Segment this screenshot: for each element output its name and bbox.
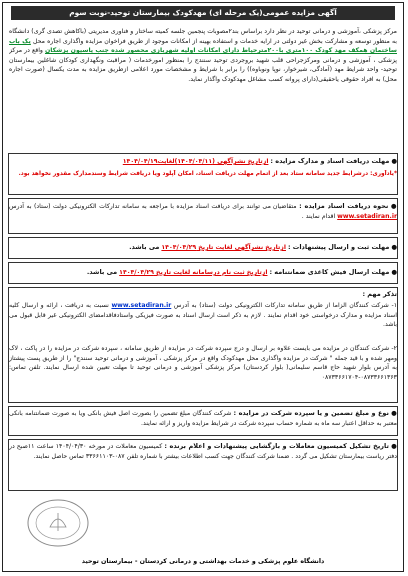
notice-document — [2, 2, 404, 572]
section6-text: کمیسیون معاملات در مورخه ۱۴۰۴/۰۴/۳۰ ساعت ۱۱صبح در دفتر ریاست بیمارستان تشکیل می گردد . ضمنا شرکت کنندگان جهت کسب اطلاعات بیشتر با شماره تلفن ۰۸۷-۳۳۶۶۱۱۰۳ تماس حاصل نمایند. — [9, 443, 397, 460]
section2-text-a: متقاضیان می توانند برای دریافت اسناد مزایده با مراجعه به سامانه تدارکات الکترونیکی دولت (ستاد) به آدرس — [9, 203, 297, 210]
bullet-icon: ● — [391, 409, 397, 417]
section1-date: ازتاریخ نشرآگهی (۱۴۰۴/۰۴/۱۱)لغایت۱۴۰۴/۰۴/۱۹ — [122, 158, 269, 165]
bullet-icon: ● — [391, 268, 397, 276]
bullet-icon: ● — [390, 202, 397, 210]
setad-link[interactable]: www.setadiran.ir — [337, 212, 397, 220]
section4-date: ازتاریخ ثبت نام درسامانه لغایت تاریخ ۱۴۰۴/۰۴/۲۹ — [119, 269, 268, 276]
section5-row — [9, 408, 397, 435]
intro-highlight: یک باب ساختمان همکف مهد کودک ۱۰۰متری با۲۰۰مترحیاط دارای امکانات اولیه شهربازی محصور شده جنب پاسیون پزشکان — [9, 37, 397, 55]
bullet-icon: ● — [391, 157, 397, 165]
note1-text-b: نسبت به دریافت ، ارائه و ارسال کلیه اسناد مزایده و مدارک درخواستی خود اقدام نمایند . لازم به ذکر است ارسال اسناد به صورت فیزیکی واستادفاقدامضای الکترونیکی غیر قابل قبول می باشد. — [9, 302, 397, 329]
section2-label: نحوه دریافت اسناد مزایده : — [299, 202, 389, 210]
section5-text: شرکت کنندگان مبلغ تضمین را بصورت اصل فیش بانکی ویا به صورت ضمانتنامه بانکی معتبر به حداقل اعتبار سه ماه به شماره حساب سپرده شرکت در شرایط مزایده واریز و ارائه نمایند. — [9, 410, 397, 427]
bullet-icon: ● — [391, 442, 397, 450]
bullet-icon: ● — [391, 243, 397, 251]
section5-label: نوع و مبلغ تضمین و یا سپرده شرکت در مزایده : — [233, 409, 389, 417]
note-1 — [9, 301, 397, 343]
university-seal-icon — [23, 497, 93, 549]
section6-label: تاریخ تشکیل کمیسیون معاملات و بازگشایی پیشنهادات و اعلام برنده : — [164, 442, 389, 450]
section6-row — [9, 441, 397, 489]
section2-row — [9, 201, 397, 231]
section3-suffix: می باشد. — [129, 243, 160, 251]
section1-label: مهلت دریافت اسناد و مدارک مزایده : — [270, 157, 390, 165]
section4-suffix: می باشد. — [86, 268, 118, 276]
intro-text-1: مرکز پزشکی ،آموزشی و درمانی توحید در نظر دارد براساس بند۲مصوبات پنجمین جلسه کمیته ساختار و فناوری مدیریتی (باکاهش تصدی گری) دانشگاه به منظور توسعه و مشارکت بخش غیر دولتی در ارایه خدمات و استفاده بهینه از امکانات موجود از طریق فراخوان مزایده واگذاری اجاره محل — [9, 28, 397, 45]
tazakor-label: تذکر مهم : — [362, 290, 397, 298]
note1-text-a: ۱- شرکت کنندگان الزاما از طریق سامانه تدارکات الکترونیکی دولت (ستاد) به آدرس — [173, 302, 397, 309]
intro-paragraph — [9, 27, 397, 147]
intro-text-2: واقع در مرکز پزشکی ، آموزشی و درمانی ومرکزجراحی قلب شهید بروجردی توحید سنندج را بمنظور امورخدمات ( مراقبت ونگهداری کودکان شاغلین بیمارستان توحید- واحد شرایط مهد (آمادگی، شیرخوار، نوپا ونوباوه)) را برابر با شرایط و مشخصات مورد اعلامی ازطریق مزایده به مدت یکسال (صورت اجاره محل) به افراد حقوقی یاحقیقی(دارای پروانه کسب مشاغل مهدکودک واگذار نماید. — [9, 47, 397, 84]
setad-link-2[interactable]: www.setadiran.ir — [111, 302, 172, 309]
section3-date: ازتاریخ نشرآگهی لغایت تاریخ ۱۴۰۴/۰۴/۲۹ — [161, 244, 286, 251]
note-2: ۲- شرکت کنندگان در مزایده می بایست علاوه بر ارسال و درج سپرده شرکت در مزایده از طریق سامانه ، سپرده شرکت در مزایده را در پاکت ، لاک ومهر شده و با قید جمله " شرکت در مزایده واگذاری محل مهدکودک واقع در مرکز پزشکی ، آموزشی و درمانی توحید سنندج" را از طریق پست پیشتاز به آدرس بلوار شهید حاج قاسم سلیمانی( بلوار کردستان) مرکز پزشکی آموزشی و درمانی توحید تا مهلت تعیین شده ارسال نمایند. تلفن تماس: ۰۸۷۳۳۶۶۱۳۶۳-۰۸۷۳۳۶۶۱۷۰۴ — [9, 345, 397, 381]
section1-note: *یادآوری: درشرایط جدید سامانه ستاد بعد از اتمام مهلت دریافت اسناد، امکان آپلود ویا دریافت شرایط وسندمدارک مقدور نخواهد بود. — [18, 171, 397, 177]
section1-row — [9, 156, 397, 170]
section3-row — [9, 242, 397, 256]
section2-text-b: اقدام نمایند . — [301, 212, 336, 220]
footer-issuer: دانشگاه علوم پزشکی و خدمات بهداشتی و درمانی کردستان - بیمارستان توحید — [81, 558, 325, 565]
section4-label: مهلت ارسال فیش کاغذی ضمانتنامه : — [269, 268, 390, 276]
section3-label: مهلت ثبت و ارسال پیشنهادات : — [287, 243, 390, 251]
page-title: آگهی مزایده عمومی(یک مرحله ای) مهدکودک بیمارستان توحید-نوبت سوم — [11, 6, 395, 20]
section4-row — [9, 267, 397, 281]
